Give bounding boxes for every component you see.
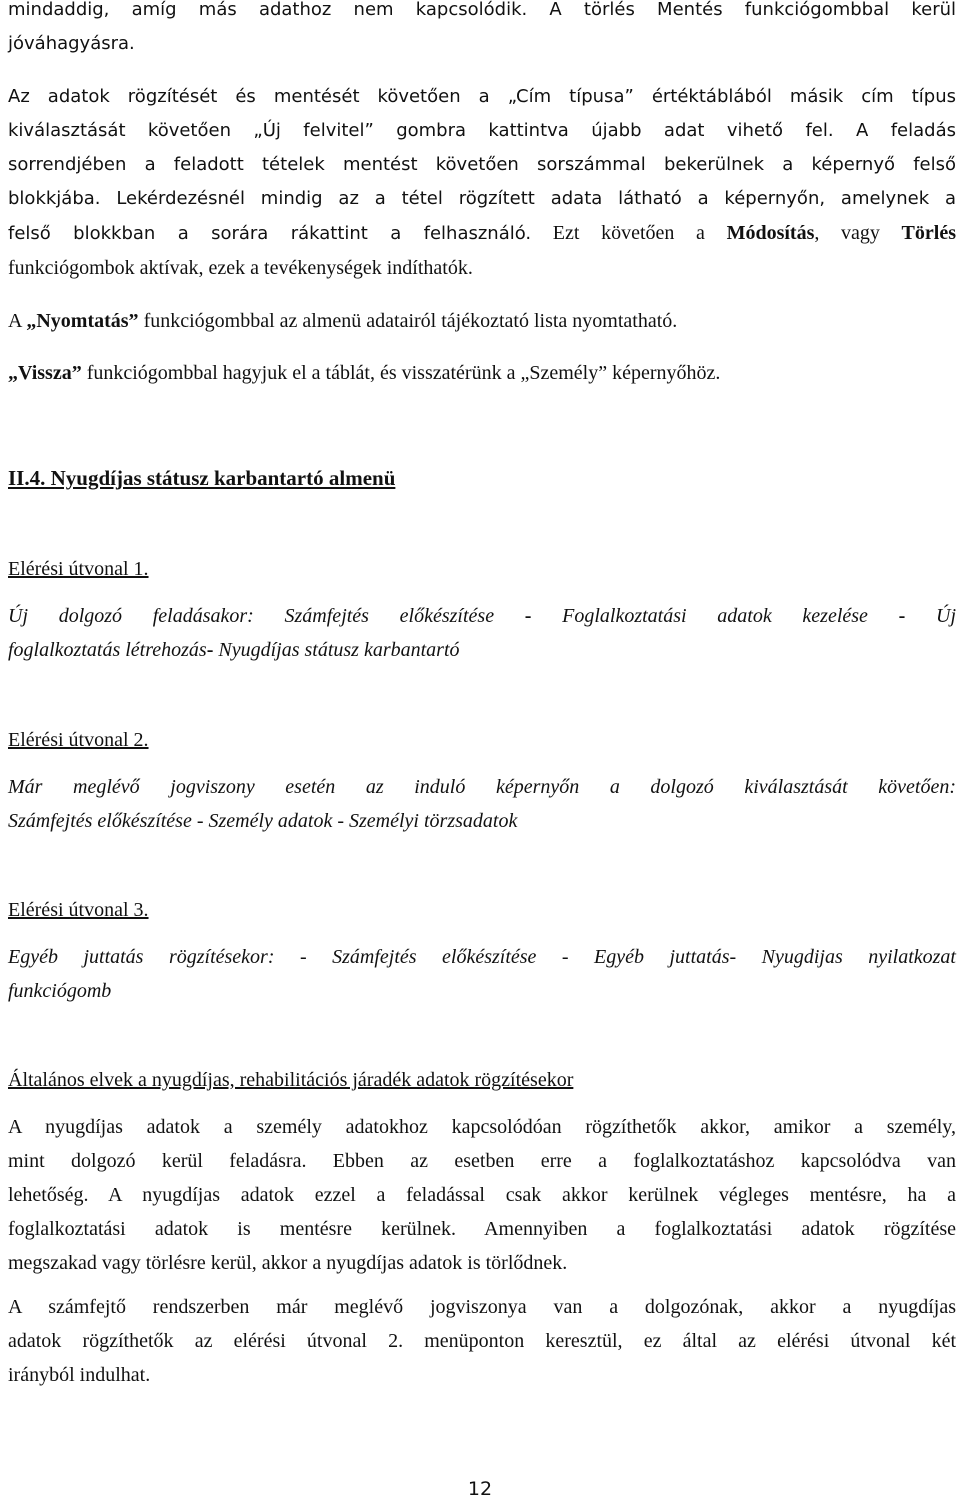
text-line [8,114,956,148]
text-segment: A [8,310,27,332]
text-line: foglalkoztatási adatok is mentésre kerülnek. Amennyiben a foglalkoztatási adatok rögzítése [8,1218,956,1240]
text-line [8,599,956,633]
text-line: funkciógomb [8,980,112,1002]
text-segment: Lekérdezésnél mindig az a tétel rögzített adata látható a képernyőn, amelynek a [100,188,956,209]
text-segment: Új dolgozó feladásakor: Számfejtés előkészítése [8,605,525,627]
text-line: irányból indulhat. [8,1364,151,1386]
path3-label: Elérési útvonal 3. [8,899,149,921]
text-line: A számfejtő rendszerben már meglévő jogviszonya van a dolgozónak, akkor a nyugdíjas [8,1296,956,1318]
dash: - [524,605,532,627]
text-line [8,182,956,216]
section-heading: II.4. Nyugdíjas státusz karbantartó almenü [8,466,396,490]
bold-term-vissza: „Vissza” [8,362,82,384]
text-line: sorrendjében a feladott tételek mentést követően sorszámmal bekerülnek a képernyő felső [8,154,956,175]
page-number: 12 [467,1478,493,1500]
general-paragraph-1 [8,1110,956,1280]
text-segment: Ezt követően a [531,222,727,244]
paragraph-print [8,304,956,338]
text-line: Már meglévő jogviszony esetén az induló képernyőn a dolgozó kiválasztását követően: [8,776,956,798]
dash: - [206,639,214,661]
text-segment: foglalkoztatás létrehozás [8,639,207,661]
text-segment: funkciógombbal az almenü adatairól tájékoztató lista nyomtatható. [138,310,678,332]
text-segment: Foglalkoztatási adatok kezelése [531,605,899,627]
text-segment: A feladás [833,120,956,141]
text-line: mindaddig, amíg más adathoz nem kapcsolódik. A törlés Mentés funkciógombbal kerül [8,0,956,20]
text-line [8,216,956,251]
text-segment: Új [905,605,956,627]
text-line: jóváhagyásra. [8,33,135,54]
text-segment [531,222,956,244]
text-line: adatok rögzíthetők az elérési útvonal 2. menüponton keresztül, ez által az elérési útvonal két [8,1330,956,1352]
path1-text [8,599,956,667]
text-line: mint dolgozó kerül feladásra. Ebben az esetben erre a foglalkoztatáshoz kapcsolódva van [8,1150,956,1172]
text-segment: felső blokkban a sorára rákattint a felhasználó. [8,223,532,244]
path3-text [8,940,956,1008]
text-line [8,639,460,661]
text-line: Az adatok rögzítését és mentését követően a „Cím típusa” értéktáblából másik cím típus [8,86,956,107]
text-segment: blokkjába. [8,188,101,209]
text-line: A nyugdíjas adatok a személy adatokhoz kapcsolódóan rögzíthetők akkor, amikor a személy, [8,1116,956,1138]
paragraph-address-type [8,80,956,286]
general-paragraph-2 [8,1290,956,1392]
text-line: funkciógombok aktívak, ezek a tevékenységek indíthatók. [8,257,473,279]
path1-label: Elérési útvonal 1. [8,558,149,580]
path2-text [8,770,956,838]
text-segment: , vagy [814,222,902,244]
text-segment: kiválasztását követően „Új felvitel” gombra kattintva újabb adat vihető fel. [8,120,834,141]
text-line: megszakad vagy törlésre kerül, akkor a nyugdíjas adatok is törlődnek. [8,1252,568,1274]
text-line: lehetőség. A nyugdíjas adatok ezzel a feladással csak akkor kerülnek végleges mentésre, ha a [8,1184,956,1206]
general-heading: Általános elvek a nyugdíjas, rehabilitációs járadék adatok rögzítésekor [8,1069,574,1091]
text-segment: Nyugdíjas státusz karbantartó [213,639,460,661]
bold-term-nyomtatas: „Nyomtatás” [26,310,139,332]
dash: - [898,605,906,627]
bold-term-modositas: Módosítás [726,222,815,244]
text-segment: funkciógombbal hagyjuk el a táblát, és visszatérünk a „Személy” képernyőhöz. [81,362,721,384]
text-line: Egyéb juttatás rögzítésekor: - Számfejtés előkészítése - Egyéb juttatás- Nyugdijas nyilatkozat [8,946,956,968]
paragraph-delete-approval [8,0,956,61]
paragraph-back [8,356,956,390]
path2-label: Elérési útvonal 2. [8,729,149,751]
bold-term-torles: Törlés [901,222,956,244]
text-line: Számfejtés előkészítése - Személy adatok - Személyi törzsadatok [8,810,518,832]
